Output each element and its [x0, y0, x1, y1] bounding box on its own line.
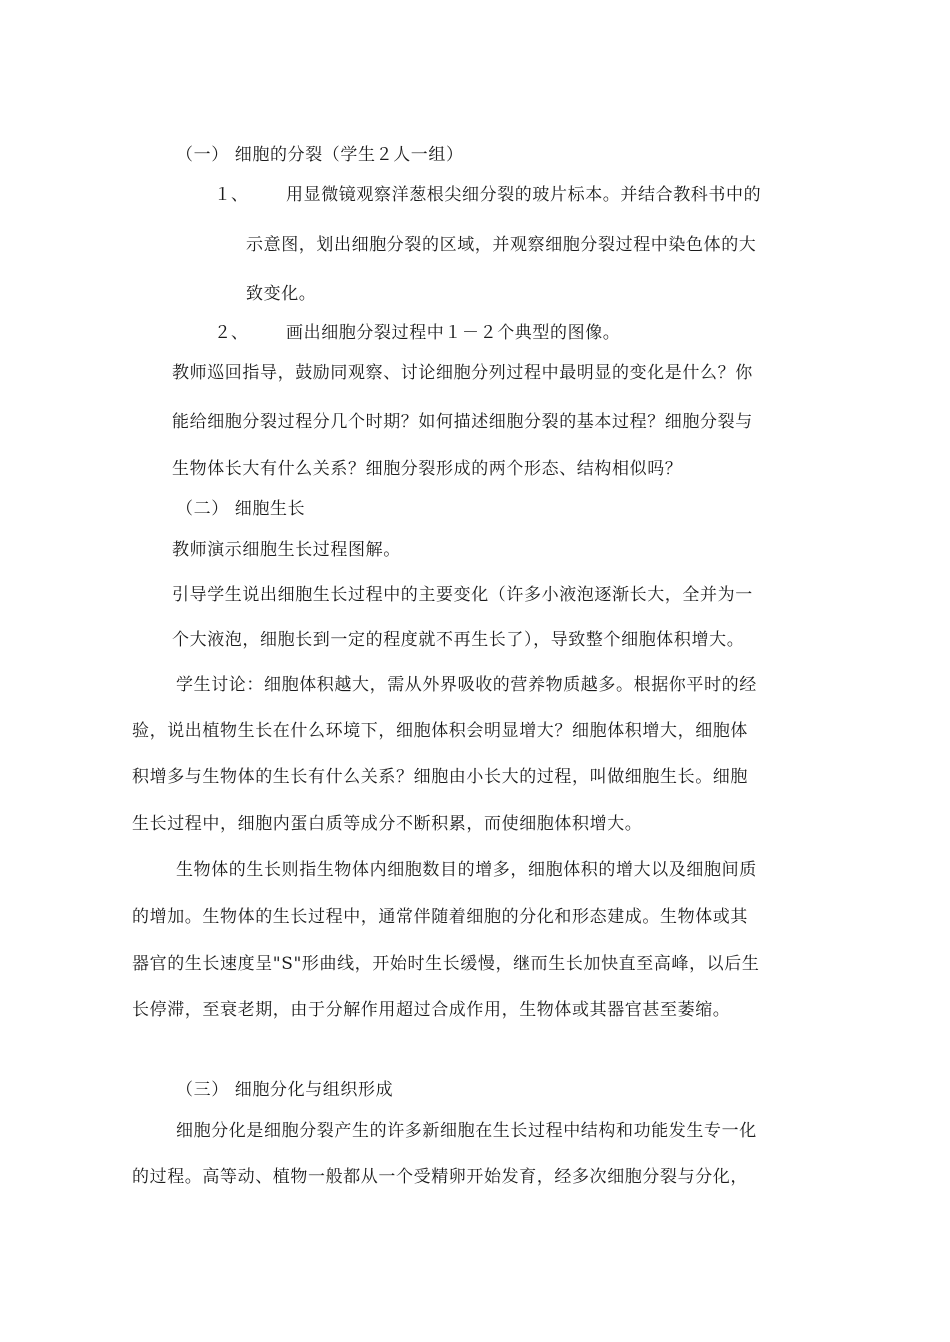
growth-line-2: 的增加。生物体的生长过程中，通常伴随着细胞的分化和形态建成。生物体或其 — [132, 907, 748, 927]
item1-line-1: 用显微镜观察洋葱根尖细分裂的玻片标本。并结合教科书中的 — [286, 185, 762, 205]
lead-line-1: 引导学生说出细胞生长过程中的主要变化（许多小液泡逐渐长大，全并为一 — [172, 585, 753, 605]
guide-line-2: 能给细胞分裂过程分几个时期？如何描述细胞分裂的基本过程？细胞分裂与 — [172, 412, 753, 432]
item2-number: ２、 — [214, 323, 248, 343]
item2-text: 画出细胞分裂过程中１－２个典型的图像。 — [286, 323, 621, 343]
growth-line-3: 器官的生长速度呈"S"形曲线，开始时生长缓慢，继而生长加快直至高峰，以后生 — [132, 954, 760, 974]
item1-line-3: 致变化。 — [246, 284, 317, 304]
item1-number: １、 — [214, 185, 248, 205]
section1-heading: （一） 细胞的分裂（学生２人一组） — [176, 145, 464, 165]
discussion-line-4: 生长过程中，细胞内蛋白质等成分不断积累，而使细胞体积增大。 — [132, 814, 643, 834]
section3-line-2: 的过程。高等动、植物一般都从一个受精卵开始发育，经多次细胞分裂与分化， — [132, 1167, 748, 1187]
discussion-line-2: 验，说出植物生长在什么环境下，细胞体积会明显增大？细胞体积增大，细胞体 — [132, 721, 748, 741]
guide-line-1: 教师巡回指导，鼓励同观察、讨论细胞分列过程中最明显的变化是什么？你 — [172, 363, 753, 383]
demo-line: 教师演示细胞生长过程图解。 — [172, 540, 401, 560]
growth-line-4: 长停滞，至衰老期，由于分解作用超过合成作用，生物体或其器官甚至萎缩。 — [132, 1000, 731, 1020]
growth-line-1: 生物体的生长则指生物体内细胞数目的增多，细胞体积的增大以及细胞间质 — [176, 860, 757, 880]
section3-line-1: 细胞分化是细胞分裂产生的许多新细胞在生长过程中结构和功能发生专一化 — [176, 1121, 757, 1141]
lead-line-2: 个大液泡，细胞长到一定的程度就不再生长了），导致整个细胞体积增大。 — [172, 630, 745, 650]
section2-heading: （二） 细胞生长 — [176, 499, 306, 519]
section3-heading: （三） 细胞分化与组织形成 — [176, 1080, 394, 1100]
discussion-line-3: 积增多与生物体的生长有什么关系？细胞由小长大的过程，叫做细胞生长。细胞 — [132, 767, 748, 787]
guide-line-3: 生物体长大有什么关系？细胞分裂形成的两个形态、结构相似吗？ — [172, 459, 683, 479]
discussion-line-1: 学生讨论：细胞体积越大，需从外界吸收的营养物质越多。根据你平时的经 — [176, 675, 757, 695]
item1-line-2: 示意图，划出细胞分裂的区域，并观察细胞分裂过程中染色体的大 — [246, 235, 757, 255]
